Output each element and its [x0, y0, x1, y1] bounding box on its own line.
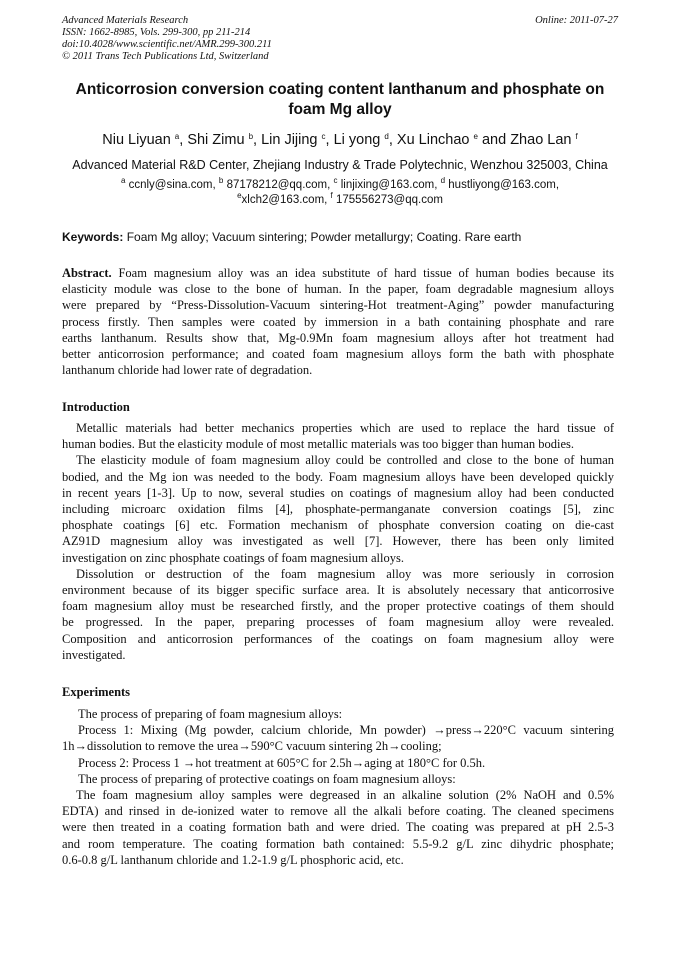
- email-address: linjixing@163.com,: [340, 179, 438, 191]
- experiments-line: and room temperature. The coating formation bath contained: 5.5-9.2 g/L zinc dihydric phosphate;: [62, 836, 614, 851]
- intro-line: investigation on zinc phosphate coatings of foam magnesium alloys.: [62, 550, 404, 565]
- email-row: [40, 178, 640, 193]
- affiliation: Advanced Material R&D Center, Zhejiang Industry & Trade Polytechnic, Wenzhou 325003, China: [72, 158, 608, 172]
- author-mark: a: [174, 132, 180, 141]
- experiments-line: Process 2: Process 1 →hot treatment at 605°C for 2.5h→aging at 180°C for 0.5h.: [78, 755, 486, 770]
- author-name: Xu Linchao: [396, 132, 470, 148]
- email-address: 87178212@qq.com,: [226, 179, 331, 191]
- intro-line: AZ91D magnesium alloy was investigated as well [7]. However, there has been only limited: [62, 534, 614, 549]
- experiments-body: [62, 706, 614, 868]
- email-address: 175556273@qq.com: [335, 194, 443, 206]
- title-line: Anticorrosion conversion coating content lanthanum and phosphate on: [75, 81, 605, 98]
- email-mark: d: [440, 176, 446, 185]
- experiments-line: The process of preparing of foam magnesium alloys:: [78, 707, 343, 721]
- intro-line: in recent years [1-3]. Up to now, several studies on coatings of magnesium alloy had been conducted: [62, 485, 614, 500]
- email-mark: f: [330, 191, 333, 200]
- keywords: [62, 229, 618, 245]
- author-name: Zhao Lan: [510, 132, 572, 148]
- email-mark: a: [120, 176, 126, 185]
- experiments-line: The foam magnesium alloy samples were degreased in an alkaline solution (2% NaOH and 0.5%: [76, 788, 614, 803]
- section-heading-introduction: Introduction: [62, 400, 130, 414]
- abstract: [62, 265, 614, 378]
- author-list: Niu Liyuan $^a$, Shi Zimu $^b$, Lin Jijing $^c$, Li yong $^d$, Xu Linchao $^e$ and Zhao Lan $^f$: [102, 132, 578, 148]
- email-address: hustliyong@163.com,: [448, 179, 560, 191]
- intro-line: Composition and anticorrosion performances of the coatings on foam magnesium alloy were: [62, 631, 614, 646]
- experiments-line: 1h→dissolution to remove the urea→590°C vacuum sintering 2h→cooling;: [62, 739, 442, 754]
- intro-line: be progressed. In the paper, preparing processes of foam magnesium alloy were revealed.: [62, 615, 614, 630]
- intro-line: foam magnesium alloy must be researched firstly, and the proper protective coatings of them should: [62, 599, 614, 614]
- experiments-line: 0.6-0.8 g/L lanthanum chloride and 1.2-1.9 g/L phosphoric acid, etc.: [62, 852, 404, 867]
- abstract-line: lanthanum chloride had lower rate of degradation.: [62, 363, 313, 378]
- title-line: foam Mg alloy: [288, 101, 392, 118]
- intro-line: Dissolution or destruction of the foam magnesium alloy was more seriously in corrosion: [76, 566, 614, 581]
- email-address: ccnly@sina.com,: [128, 179, 216, 191]
- journal-doi: doi:10.4028/www.scientific.net/AMR.299-300.211: [62, 39, 272, 50]
- author-mark: b: [248, 132, 254, 141]
- paper-title: [62, 80, 618, 120]
- abstract-line: earths lanthanum. Results show that, Mg-0.9Mn foam magnesium alloys after hot treatment had: [62, 330, 614, 345]
- abstract-line: process firstly. Then samples were coated by immersion in a bath containing phosphate and rare: [62, 314, 614, 329]
- author-name: Lin Jijing: [261, 132, 318, 148]
- journal-header: [62, 15, 618, 63]
- experiments-line: were then treated in a coating formation bath and were dried. The coating was prepared at pH 2.5-3: [62, 820, 614, 835]
- abstract-line-text: Foam magnesium alloy was an idea substitute of hard tissue of human bodies because its: [118, 266, 614, 280]
- abstract-line: were prepared by “Press-Dissolution-Vacuum sintering-Hot treatment-Aging” powder manufacturing: [62, 298, 614, 313]
- author-name: Li yong: [333, 132, 381, 148]
- abstract-line: [62, 265, 614, 281]
- author-name: Shi Zimu: [187, 132, 245, 148]
- intro-line: including microarc oxidation films [4], phosphate-permanganate conversion coatings [5], zinc: [62, 502, 614, 517]
- author-mark: c: [321, 132, 326, 141]
- experiments-line: Process 1: Mixing (Mg powder, calcium chloride, Mn powder) →press→220°C vacuum sintering: [78, 723, 614, 738]
- intro-line: bodied, and the Mg ion was needed to the body. Foam magnesium alloys have been developed quickly: [62, 469, 614, 484]
- intro-line: human bodies. But the elasticity module of most metallic materials was too bigger than human bodies.: [62, 437, 575, 452]
- keywords-text: Foam Mg alloy; Vacuum sintering; Powder metallurgy; Coating. Rare earth: [126, 230, 522, 244]
- intro-line: Metallic materials had better mechanics properties which are used to replace the hard tissue of: [76, 421, 614, 435]
- email-address: xlch2@163.com,: [241, 194, 328, 206]
- journal-name: Advanced Materials Research: [62, 15, 189, 26]
- experiments-line: EDTA) and rinsed in de-ionized water to remove all the alkali before coating. The cleaned specimens: [62, 804, 614, 819]
- abstract-label: Abstract.: [62, 266, 112, 280]
- email-mark: e: [237, 191, 242, 200]
- online-date: Online: 2011-07-27: [535, 15, 618, 26]
- abstract-line: elasticity module was close to the bone of human. In the paper, foam degradable magnesium alloys: [62, 282, 614, 297]
- author-name: Niu Liyuan: [102, 132, 171, 148]
- email-mark: c: [333, 176, 338, 185]
- email-mark: b: [218, 176, 224, 185]
- abstract-line: better anticorrosion performance; and coated foam magnesium alloys form the bath with phosphate: [62, 347, 614, 362]
- journal-issn: ISSN: 1662-8985, Vols. 299-300, pp 211-214: [62, 27, 251, 38]
- email-list: [40, 178, 640, 208]
- journal-copyright: © 2011 Trans Tech Publications Ltd, Switzerland: [62, 51, 269, 62]
- author-mark: e: [473, 132, 478, 141]
- intro-line: phosphate coatings [6] etc. Formation mechanism of phosphate conversion coating on die-cast: [62, 518, 614, 533]
- section-heading-experiments: Experiments: [62, 685, 131, 699]
- experiments-line: The process of preparing of protective coatings on foam magnesium alloys:: [78, 771, 456, 786]
- intro-line: investigated.: [62, 647, 126, 662]
- author-mark: f: [575, 132, 578, 141]
- author-mark: d: [384, 132, 389, 141]
- intro-line: environment because of its bigger specific surface area. It is absolutely necessary that anticorrosive: [62, 583, 614, 598]
- intro-line: The elasticity module of foam magnesium alloy could be controlled and close to the bone of human: [76, 453, 614, 468]
- keywords-label: Keywords:: [62, 230, 124, 244]
- introduction-body: [62, 420, 614, 663]
- email-row: [40, 193, 640, 208]
